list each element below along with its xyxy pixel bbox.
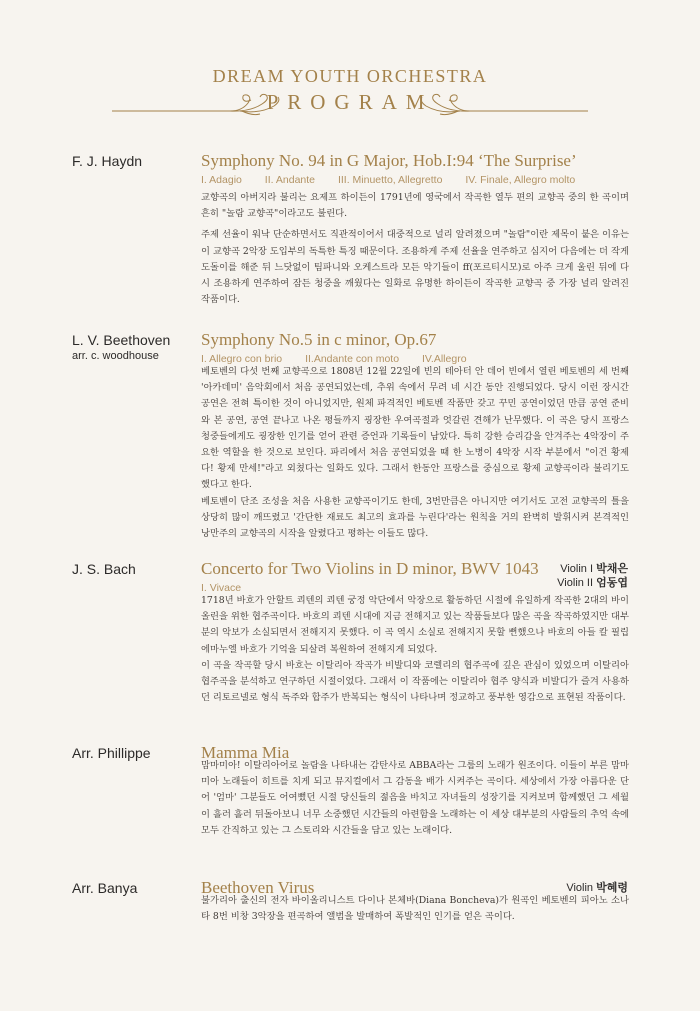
program-header (0, 0, 700, 130)
orchestra-name: DREAM YOUTH ORCHESTRA (212, 66, 488, 86)
piece-description (201, 758, 629, 839)
piece-title: Symphony No.5 in c minor, Op.67 (201, 330, 437, 349)
movement-list (201, 174, 595, 186)
movement: II.Andante con moto (305, 353, 400, 365)
composer-name: F. J. Haydn (72, 153, 143, 169)
description-paragraph: 베토벤의 다섯 번째 교향곡으로 1808년 12월 22일에 빈의 테아터 안 데어 빈에서 열린 베토벤의 세 번째 '아카데미' 음악회에서 처음 공연되었는데, 추위 속에서 무려 네 시간 동안 진행되었다. 당시 이런 장시간 공연은 전혀 특이한 것이 아니었지만, 원체 파격적인 베토벤 작품만 갖고 꾸민 공연이었던 만큼 공연 준비와 본 공연, 공연 끝나고 나온 평들까지 굉장한 우여곡절과 엇갈린 견해가 난무했다. 이 곡은 당시 프랑스 청중들에게도 굉장한 인기를 얻어 관련 증언과 기록들이 남았다. 특히 강한 승리감을 안겨주는 4악장이 주요한 역할을 한 것으로 보인다. 파리에서 처음 공연되었을 때 한 노병이 4악장 시작 부분에서 "이건 황제다! 황제 만세!"라고 외쳤다는 일화도 있다. 그래서 한동안 프랑스를 중심으로 황제 교향곡이라 불리기도 했다고 한다. (201, 366, 629, 491)
composer-name: Arr. Banya (72, 880, 138, 896)
description-paragraph: 베토벤이 단조 조성을 처음 사용한 교향곡이기도 한데, 3번만큼은 아니지만 여기서도 고전 교향곡의 틀을 상당히 많이 깨뜨렸고 '간단한 재료도 최고의 효과를 누린다'라는 원칙을 거의 완벽히 발휘시켜 본격적인 낭만주의 교향곡의 시작을 알렸다고 평하는 이들도 많다. (201, 495, 629, 540)
movement: III. Minuetto, Allegretto (337, 174, 443, 186)
description-paragraph: 불가리아 출신의 전자 바이올리니스트 다이나 본체바(Diana Boncheva)가 원곡인 베토벤의 피아노 소나타 8번 비창 3악장을 편곡하여 앨범을 발매하여 폭발적인 인기를 얻은 곡이다. (201, 895, 629, 923)
piece-description (201, 593, 629, 706)
soloist-name: 엄동엽 (596, 577, 628, 589)
soloist-role: Violin I (560, 563, 594, 575)
program-title-row (110, 88, 590, 118)
composer-name: L. V. Beethoven (72, 332, 171, 348)
soloist-role: Violin (566, 882, 594, 894)
piece-description (201, 893, 629, 925)
piece-title: Concerto for Two Violins in D minor, BWV 1043 (201, 559, 539, 578)
program-title: PROGRAM (266, 90, 434, 114)
soloist (557, 576, 628, 590)
movement: I. Allegro con brio (201, 353, 283, 365)
piece-title: Symphony No. 94 in G Major, Hob.I:94 ‘The Surprise’ (201, 151, 577, 170)
composer-name: J. S. Bach (72, 561, 136, 577)
piece-title: Beethoven Virus (201, 878, 315, 897)
movement: II. Andante (264, 174, 316, 186)
composer-name: Arr. Phillippe (72, 745, 151, 761)
movement: I. Adagio (201, 174, 242, 186)
arranger-name: arr. c. woodhouse (72, 350, 159, 362)
description-paragraph: 맘마미아! 이탈리아어로 놀람을 나타내는 감탄사로 ABBA라는 그룹의 노래가 원조이다. 이들이 부른 맘마미아 노래들이 히트를 치게 되고 뮤지컬에서 그 감동을 배가 시켜주는 곡이다. 세상에서 가장 아름다운 단어 '엄마' 그분들도 어여뻤던 시절 당신들의 젊음을 바치고 자녀들의 성장기를 지켜보며 함께했던 그 세월이 흘러 흘러 뒤돌아보니 너무 소중했던 시간들의 아련함을 노래하는 이 세상 대부분의 사람들의 추억 속에 모두 간직하고 있는 그 스토리와 시간들을 담고 있는 노래이다. (201, 760, 629, 836)
description-paragraph: 1718년 바흐가 안할트 쾨텐의 쾨텐 궁정 악단에서 악장으로 활동하던 시절에 유일하게 작곡한 2대의 바이올린을 위한 협주곡이다. 바흐의 쾨텐 시대에 지금 전해지고 있는 작품들보다 많은 곡을 작곡하였지만 대부분의 악보가 소실되면서 전해지지 못했다. 이 곡 역시 소실로 전해지지 못할 뻔했으나 바흐의 아들 칼 필립 에마누엘 바흐가 기억을 되살려 복원하여 전해지게 되었다. (201, 595, 629, 655)
piece-title: Mamma Mia (201, 743, 290, 762)
piece-description (201, 364, 629, 542)
soloist-role: Violin II (557, 577, 594, 589)
soloist-name: 박혜령 (596, 882, 628, 894)
soloist (557, 562, 628, 576)
soloist-name: 박채은 (596, 563, 628, 575)
piece-description (201, 190, 629, 308)
soloist-list (557, 562, 628, 590)
description-paragraph: 교향곡의 아버지라 불리는 요제프 하이든이 1791년에 영국에서 작곡한 열두 편의 교향곡 중의 한 곡이며 흔히 "놀람 교향곡"이라고도 불린다. (201, 192, 629, 220)
movement: IV.Allegro (421, 353, 467, 365)
description-paragraph: 이 곡을 작곡할 당시 바흐는 이탈리아 작곡가 비발디와 코렐리의 협주곡에 깊은 관심이 있었으며 이탈리아 협주곡을 분석하고 연구하던 시절이었다. 그래서 이 작품에는 이탈리아 협주 양식과 비발디가 즐겨 사용하던 리토르넬로 형식 독주와 합주가 반복되는 형식이 나타나며 정교하고 풍부한 영감으로 표현된 작품이다. (201, 659, 629, 704)
movement: IV. Finale, Allegro molto (465, 174, 576, 186)
description-paragraph: 주제 선율이 워낙 단순하면서도 직관적이어서 대중적으로 널리 알려졌으며 "놀람"이란 제목이 붙은 이유는 이 교향곡 2악장 도입부의 독특한 특징 때문이다. 조용하게 주제 선율을 연주하고 심지어 다음에는 더 작게 도돌이를 해준 뒤 느닷없이 팀파니와 오케스트라 모든 악기들이 ff(포르티시모)로 아주 크게 울린 뒤에 다시 조용하게 연주하여 잠든 청중을 깨웠다는 일화로 유명한 하이든이 작곡한 교향곡 중 가장 널리 알려진 작품이다. (201, 229, 629, 306)
movement: I. Vivace (201, 582, 242, 594)
right-flourish-ornament (415, 88, 590, 118)
